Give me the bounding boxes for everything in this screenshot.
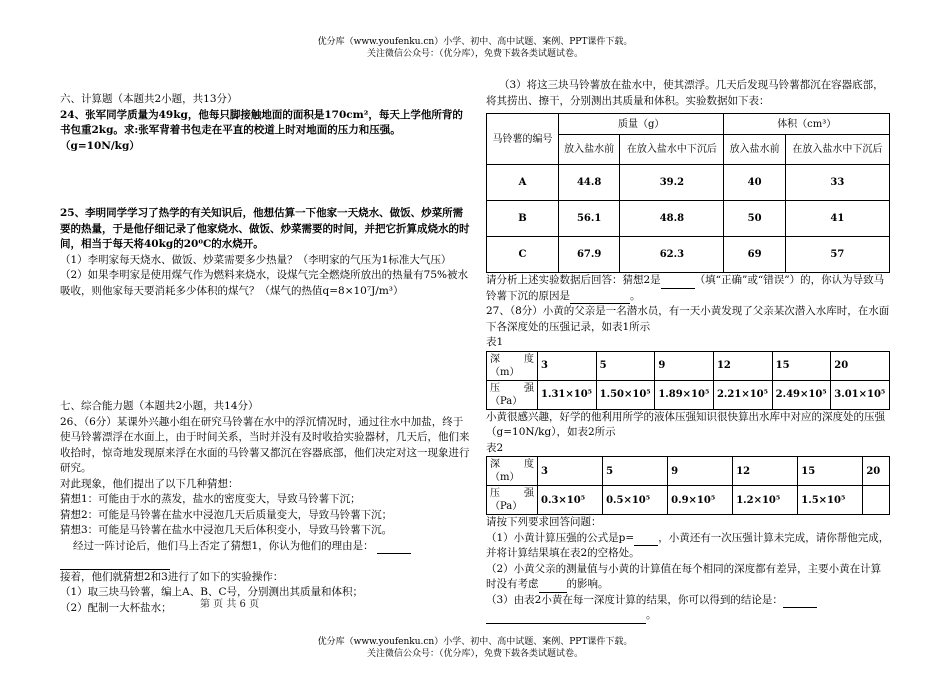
header-line-1: 优分库（www.youfenku.cn）小学、初中、高中试题、案例、PPT课件下载。	[317, 37, 633, 47]
question-26: 26、（6分）某课外兴趣小组在研究马铃薯在水中的浮沉情况时，通过往水中加盐，终于使马铃薯漂浮在水面上，由于时间关系，当时并没有及时收拾实验器材，几天后，他们来收拾时，惊奇地发现原来浮在水面的马铃薯又都沉在容器底部，他们决定对这一现象进行研究。	[60, 415, 470, 474]
depth-cell: 5	[596, 351, 655, 380]
table-cell: 44.8	[559, 165, 620, 201]
pressure-cell: 3.01×10⁵	[831, 380, 890, 409]
pressure-cell: 0.9×10⁵	[668, 486, 733, 515]
depth-row	[487, 457, 890, 486]
pressure-cell: 1.5×10⁵	[798, 486, 863, 515]
table-row	[487, 237, 890, 273]
question-25-part-1: （1）李明家每天烧水、做饭、炒菜需要多少热量？（李明家的气压为1标准大气压）	[60, 253, 452, 266]
table-cell: 56.1	[559, 201, 620, 237]
table-header-row	[487, 114, 890, 135]
footer-line-2: 关注微信公众号：（优分库），免费下载各类试题试卷。	[366, 649, 583, 659]
depth-label: 深度（m）	[487, 351, 538, 380]
part-2-text: （2）小黄父亲的测量值与小黄的计算值在每个相同的深度都有差异，主要小黄在计算时没有考虑	[486, 562, 882, 590]
table-cell: 69	[724, 237, 785, 273]
header-line-2: 关注微信公众号：（优分库），免费下载各类试题试卷。	[366, 49, 583, 59]
pressure-cell: 2.49×10⁵	[772, 380, 831, 409]
depth-cell: 20	[863, 457, 890, 486]
question-26-steps-intro: 接着，他们就猜想2和3进行了如下的实验操作：	[60, 570, 284, 583]
part-3-text: （3）由表2小黄在每一深度计算的结果，你可以得到的结论是：	[486, 593, 783, 606]
answer-blank[interactable]	[539, 580, 567, 593]
left-column	[60, 92, 470, 616]
page-number: 第 页 共 6 页	[200, 599, 260, 610]
pressure-table-1	[486, 351, 890, 410]
right-column	[486, 78, 890, 624]
step-1: （1）取三块马铃薯，编上A、B、C号，分别测出其质量和体积；	[60, 586, 364, 598]
answer-blank[interactable]	[60, 557, 170, 570]
table-header-mass: 质量（g）	[559, 114, 724, 135]
guess-2: 猜想2：可能是马铃薯在盐水中浸泡几天后质量变大，导致马铃薯下沉；	[60, 508, 393, 521]
part-1-text: （1）小黄计算压强的公式是p=	[486, 531, 635, 544]
table-cell: 39.2	[620, 165, 724, 201]
pressure-label: 压强（Pa）	[487, 486, 538, 515]
answer-blank[interactable]	[634, 533, 658, 546]
answer-blank[interactable]	[661, 276, 695, 289]
analysis-text: 请分析上述实验数据后回答：猜想2是	[486, 274, 661, 286]
step-2: （2）配制一大杯盐水；	[60, 601, 172, 614]
pressure-cell: 1.89×10⁵	[655, 380, 714, 409]
table-header-volume: 体积（cm³）	[724, 114, 890, 135]
question-27-part-3-line: 。	[486, 608, 890, 624]
part-1-text-2: ，小黄还有一次压强计算未完成，请你帮他完成，并将计算结果填在表2的空格处。	[486, 531, 890, 559]
table-header-id: 马铃薯的编号	[487, 114, 559, 165]
answer-blank[interactable]	[377, 541, 411, 554]
question-24: 24、张军同学质量为49kg，他每只脚接触地面的面积是170cm²，每天上学他所背的书包重2kg。求:张军背着书包走在平直的校道上时对地面的压力和压强。（g=10N/kg）	[60, 108, 463, 152]
section-7-title: 七、综合能力题（本题共2小题，共14分）	[60, 400, 259, 412]
step-3: （3）将这三块马铃薯放在盐水中，使其漂浮。几天后发现马铃薯都沉在容器底部，将其捞出、擦干，分别测出其质量和体积。实验数据如下表：	[486, 79, 884, 107]
depth-cell: 20	[831, 351, 890, 380]
depth-cell: 9	[668, 457, 733, 486]
table-cell: 41	[785, 201, 889, 237]
potato-data-table	[486, 113, 890, 273]
table-subheader: 在放入盐水中下沉后	[785, 135, 889, 165]
question-26-reason	[60, 539, 470, 555]
footer-line-1: 优分库（www.youfenku.cn）小学、初中、高中试题、案例、PPT课件下载。	[317, 637, 633, 647]
table-row	[487, 201, 890, 237]
question-27-part-1	[486, 531, 890, 562]
section-6-title: 六、计算题（本题共2小题，共13分）	[60, 93, 238, 105]
table-cell: 57	[785, 237, 889, 273]
question-25-part-2: （2）如果李明家是使用煤气作为燃料来烧水，设煤气完全燃烧所放出的热量有75%被水吸收，则他家每天要消耗多少体积的煤气？（煤气的热值q=8×10⁷J/m³）	[60, 269, 469, 297]
analysis-text-2: （填“正确”或“错误”）的，你认为导致马铃薯下沉的原因是	[486, 274, 885, 302]
question-27-mid: 小黄很感兴趣，好学的他利用所学的液体压强知识很快算出水库中对应的深度处的压强（g=10N/kg），如表2所示	[486, 410, 885, 438]
pressure-label: 压强（Pa）	[487, 380, 538, 409]
guess-1: 猜想1：可能由于水的蒸发，盐水的密度变大，导致马铃薯下沉；	[60, 493, 361, 505]
table-cell: 40	[724, 165, 785, 201]
pressure-table-2	[486, 456, 890, 515]
depth-cell: 5	[603, 457, 668, 486]
table-cell: C	[487, 237, 559, 273]
page-footer	[0, 636, 950, 660]
pressure-row	[487, 486, 890, 515]
question-26-intro: 对此现象，他们提出了以下几种猜想：	[60, 477, 239, 490]
table-cell: 33	[785, 165, 889, 201]
guess-3: 猜想3：可能是马铃薯在盐水中浸泡几天后体积变小，导致马铃薯下沉。	[60, 524, 393, 536]
table-cell: 67.9	[559, 237, 620, 273]
depth-cell: 3	[538, 351, 597, 380]
part-2-text-2: 的影响。	[566, 578, 609, 590]
pressure-cell: 0.5×10⁵	[603, 486, 668, 515]
depth-cell: 9	[655, 351, 714, 380]
pressure-cell: 0.3×10⁵	[538, 486, 603, 515]
pressure-cell: 2.21×10⁵	[713, 380, 772, 409]
pressure-cell: 1.31×10⁵	[538, 380, 597, 409]
question-27: 27、（8分）小黄的父亲是一名潜水员，有一天小黄发现了父亲某次潜入水库时，在水面下各深度处的压强记录，如表1所示	[486, 305, 890, 333]
depth-cell: 15	[772, 351, 831, 380]
table-cell: B	[487, 201, 559, 237]
depth-cell: 3	[538, 457, 603, 486]
table-row	[487, 165, 890, 201]
depth-cell: 12	[733, 457, 798, 486]
page-header	[0, 36, 950, 60]
table-cell: 50	[724, 201, 785, 237]
table-subheader: 在放入盐水中下沉后	[620, 135, 724, 165]
table-2-caption: 表2	[486, 441, 504, 454]
pressure-cell: 1.2×10⁵	[733, 486, 798, 515]
table-subheader: 放入盐水前	[559, 135, 620, 165]
answer-blank[interactable]	[783, 595, 817, 608]
table-cell: 48.8	[620, 201, 724, 237]
question-27-part-3	[486, 593, 890, 609]
depth-cell: 15	[798, 457, 863, 486]
pressure-cell-empty[interactable]	[863, 486, 890, 515]
question-27-ask: 请按下列要求回答问题：	[486, 516, 602, 528]
pressure-cell: 1.50×10⁵	[596, 380, 655, 409]
table-subheader: 放入盐水前	[724, 135, 785, 165]
table-cell: A	[487, 165, 559, 201]
table-cell: 62.3	[620, 237, 724, 273]
question-25: 25、李明同学学习了热学的有关知识后，他想估算一下他家一天烧水、做饭、炒菜所需要的热量，于是他仔细记录了他家烧水、做饭、炒菜需要的时间，并把它折算成烧水的时间，相当于每天将40kg的20⁰C的水烧开。	[60, 207, 470, 250]
depth-row	[487, 351, 890, 380]
answer-blank[interactable]	[486, 611, 646, 624]
question-27-part-2	[486, 562, 890, 593]
question-26-analysis: 请分析上述实验数据后回答：猜想2是 （填“正确”或“错误”）的，你认为导致马铃薯下沉的原因是 。	[486, 273, 890, 304]
depth-cell: 12	[713, 351, 772, 380]
depth-label: 深度（m）	[487, 457, 538, 486]
answer-blank[interactable]	[570, 291, 630, 304]
table-1-caption: 表1	[486, 336, 504, 348]
pressure-row	[487, 380, 890, 409]
question-26-reason-text: 经过一阵讨论后，他们马上否定了猜想1，你认为他们的理由是：	[73, 539, 374, 552]
question-26-reason-line	[60, 554, 470, 570]
